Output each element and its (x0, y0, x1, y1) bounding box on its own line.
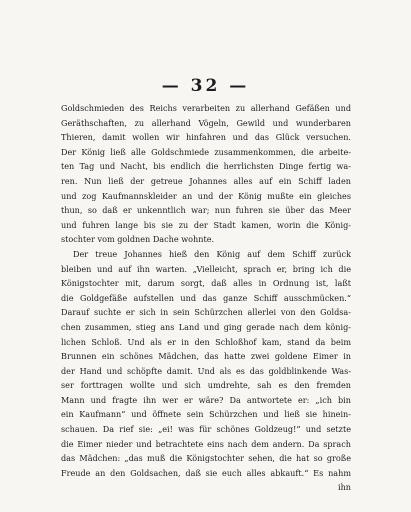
text-line: ren. Nun ließ der getreue Johannes alles auf ein Schiff laden (61, 175, 351, 186)
text-line: die Goldgefäße aufstellen und das ganze Schiff ausschmücken.“ (61, 292, 351, 303)
text-line: Darauf suchte er sich in sein Schürzchen allerlei von den Goldsa- (61, 307, 351, 318)
text-line: der Hand und schöpfte damit. Und als es das goldblinkende Was- (61, 365, 351, 376)
text-line: ser forttragen wollte und sich umdrehte, sah es den fremden (61, 380, 351, 391)
text-line: bleiben und auf ihn warten. „Vielleicht, sprach er, bring ich die (61, 263, 351, 274)
text-line: Der König ließ alle Goldschmiede zusammenkommen, die arbeite- (61, 146, 351, 157)
text-line: ten Tag und Nacht, bis endlich die herrlichsten Dinge fertig wa- (61, 161, 351, 172)
text-line: thun, so daß er unkenntlich war; nun fuhren sie über das Meer (61, 205, 351, 216)
text-line: Brunnen ein schönes Mädchen, das hatte zwei goldene Eimer in (61, 351, 351, 362)
text-line: lichen Schloß. Und als er in den Schloßhof kam, stand da beim (61, 336, 351, 347)
text-line: ein Kaufmann“ und öffnete sein Schürzchen und ließ sie hinein- (61, 409, 351, 420)
text-line: die Eimer nieder und betrachtete eins nach dem andern. Da sprach (61, 438, 351, 449)
body-text (61, 101, 351, 495)
text-line: stochter vom goldnen Dache wohnte. (61, 234, 215, 245)
text-line: das Mädchen: „das muß die Königstochter sehen, die hat so große (61, 453, 351, 464)
text-line: Der treue Johannes hieß den König auf dem Schiff zurück (73, 248, 351, 259)
text-line: Mann und fragte ihn wer er wäre? Da antwortete er: „ich bin (61, 394, 351, 405)
text-line: Thieren, damit wollen wir hinfahren und das Glück versuchen. (61, 132, 351, 143)
text-line: schauen. Da rief sie: „ei! was für schönes Goldzeug!“ und setzte (61, 424, 351, 435)
text-line: und zog Kaufmannskleider an und der König mußte ein gleiches (61, 190, 351, 201)
text-line: chen zusammen, stieg ans Land und ging gerade nach dem könig- (61, 321, 351, 332)
text-line: Freude an den Goldsachen, daß sie euch alles abkauft.“ Es nahm (61, 467, 351, 478)
text-line: ihn (337, 482, 351, 493)
page-number: — 32 — (161, 76, 250, 96)
text-line: Königstochter mit, darum sorgt, daß alles in Ordnung ist, laßt (61, 278, 351, 289)
text-line: Geräthschaften, zu allerhand Vögeln, Gewild und wunderbaren (61, 117, 351, 128)
text-line: Goldschmieden des Reichs verarbeiten zu allerhand Gefäßen und (61, 103, 351, 113)
text-line: und fuhren lange bis sie zu der Stadt kamen, worin die König- (61, 219, 351, 230)
